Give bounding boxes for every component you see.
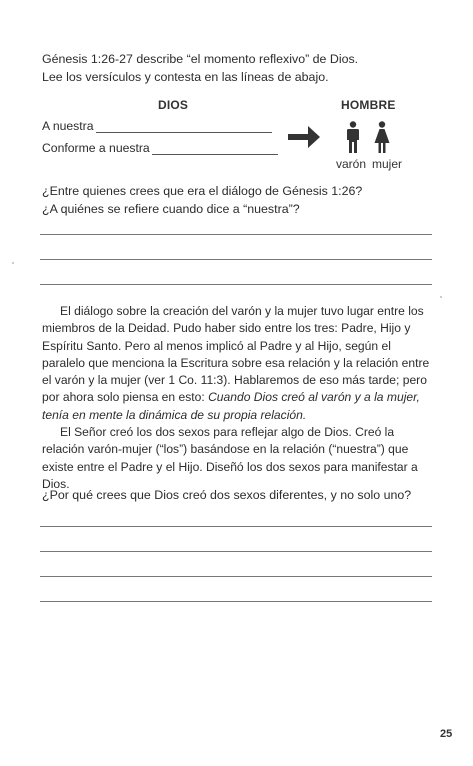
mujer-label: mujer: [372, 157, 403, 171]
question-1: [42, 182, 452, 218]
question-1-line-1: ¿Entre quienes crees que era el diálogo de Génesis 1:26?: [42, 184, 363, 198]
question-2-line-1: ¿Por qué crees que Dios creó dos sexos diferentes, y no solo uno?: [42, 488, 412, 502]
varon-label: varón: [336, 157, 367, 171]
question-2: [42, 486, 452, 504]
answer-line[interactable]: [40, 526, 432, 527]
paragraph-1: [42, 303, 434, 424]
row2-label: Conforme a nuestra: [42, 141, 150, 155]
row1-label: A nuestra: [42, 119, 94, 133]
paragraph-1-italic: Cuando Dios creó al varón y a la mujer, tenía en mente la dinámica de su propia relación.: [42, 390, 420, 422]
hombre-header: HOMBRE: [341, 98, 396, 112]
answer-line[interactable]: [40, 284, 432, 285]
body-text: [42, 303, 434, 493]
page-number: 25: [440, 728, 453, 740]
paragraph-2: El Señor creó los dos sexos para reflejar algo de Dios. Creó la relación varón-mujer (“los”) basándose en la relación (“nuestra”) que existe entre el Padre y el Hijo. Diseñó los dos sexos para manifestar a Dios.: [42, 425, 418, 491]
fill-row-conforme: [42, 141, 278, 155]
row1-answer-line[interactable]: [96, 120, 272, 133]
row2-answer-line[interactable]: [152, 142, 278, 155]
woman-icon: [373, 121, 391, 154]
answer-line[interactable]: [40, 234, 432, 235]
intro-line-2: Lee los versículos y contesta en las líneas de abajo.: [42, 70, 329, 84]
paragraph-1-text: El diálogo sobre la creación del varón y la mujer tuvo lugar entre los miembros de la Deidad. Pudo haber sido entre los tres: Padre, Hijo y Espíritu Santo. Pero al menos implicó al Padre y al Hijo, según el paralelo que menciona la Escritura sobre esa relación y la relación entre el varón y la mujer (ver 1 Co. 11:3). Hablaremos de eso más tarde; pero por ahora solo piensa en esto:: [42, 304, 430, 405]
paper-speck: [440, 296, 442, 298]
answer-line[interactable]: [40, 551, 432, 552]
dios-header: DIOS: [158, 98, 189, 112]
answer-line[interactable]: [40, 259, 432, 260]
arrow-right-icon: [286, 122, 322, 152]
intro-line-1: Génesis 1:26-27 describe “el momento reflexivo” de Dios.: [42, 52, 359, 66]
intro-text: [42, 50, 442, 86]
answer-line[interactable]: [40, 601, 432, 602]
fill-row-a-nuestra: [42, 119, 272, 133]
paper-speck: [12, 262, 14, 264]
question-1-line-2: ¿A quiénes se refiere cuando dice a “nuestra”?: [42, 202, 300, 216]
man-icon: [346, 121, 360, 154]
answer-line[interactable]: [40, 576, 432, 577]
